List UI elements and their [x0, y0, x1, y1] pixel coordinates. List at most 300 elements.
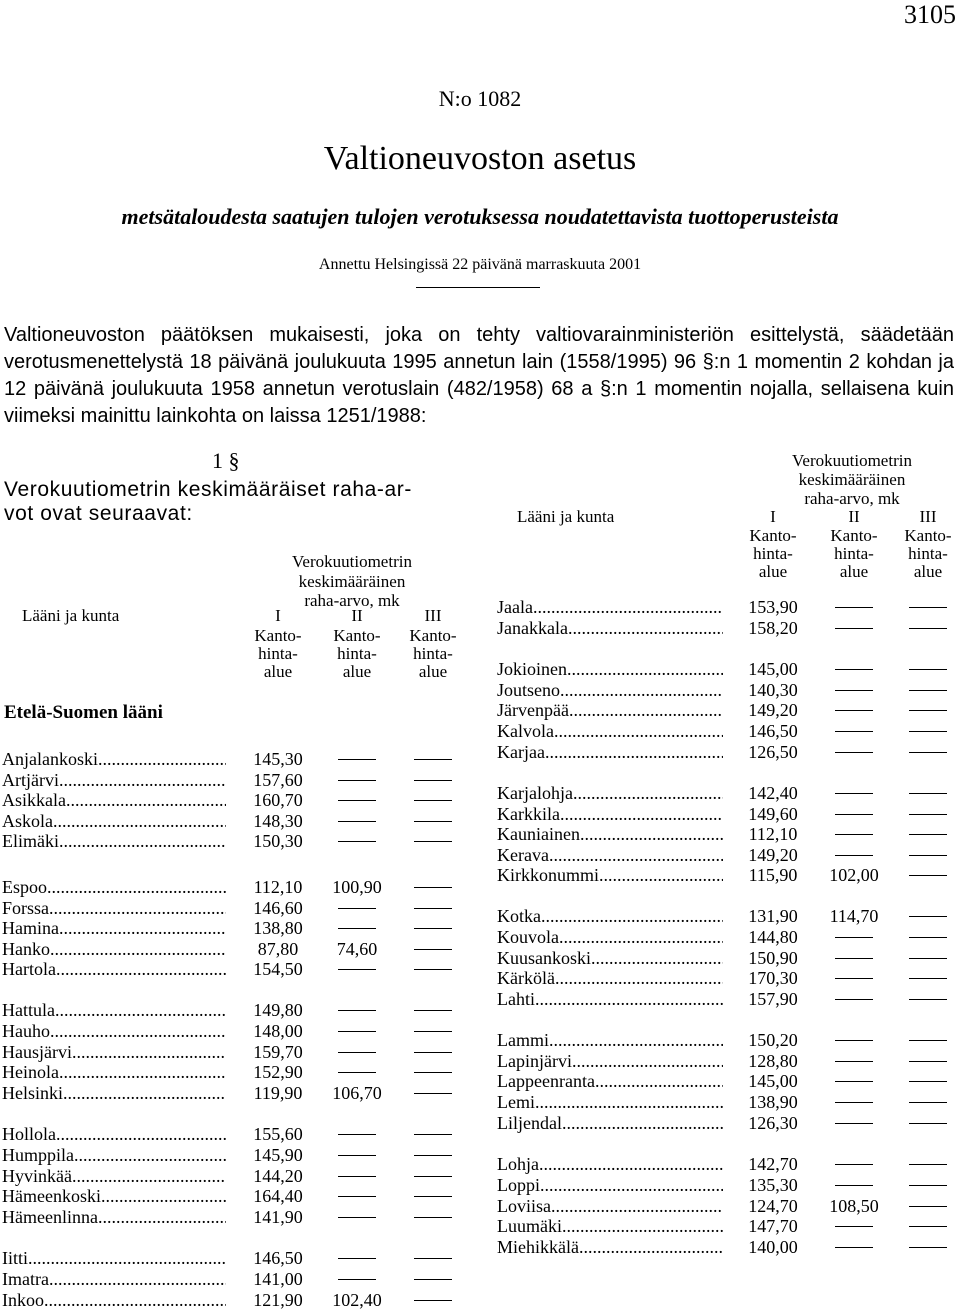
right-header-col-1-sub2: hinta- [753, 544, 793, 563]
empty-value-dash [888, 1175, 960, 1196]
value-area-1: 149,20 [748, 700, 798, 720]
dash-mark [835, 834, 873, 835]
empty-value-dash [814, 1030, 894, 1051]
empty-value-dash [814, 927, 894, 948]
empty-value-dash [888, 804, 960, 825]
municipality-name: Miehikkälä ..... [497, 1237, 723, 1258]
value-area-1: 158,20 [748, 618, 798, 638]
dash-mark [414, 759, 452, 760]
empty-value-dash [814, 1071, 894, 1092]
dash-mark [338, 1196, 376, 1197]
empty-value-dash [317, 1000, 397, 1021]
table-row [497, 1237, 960, 1258]
dash-mark [338, 1155, 376, 1156]
table-row [497, 1175, 960, 1196]
empty-value-dash [888, 659, 960, 680]
empty-value-dash [317, 918, 397, 939]
empty-value-dash [888, 968, 960, 989]
table-row [2, 831, 473, 852]
table-row [497, 1113, 960, 1134]
empty-value-dash [814, 1092, 894, 1113]
table-row [2, 1248, 473, 1269]
table-row [497, 906, 960, 927]
table-row [497, 1071, 960, 1092]
value-area-1: 153,90 [748, 597, 798, 617]
empty-value-dash [317, 1186, 397, 1207]
dash-mark [414, 1217, 452, 1218]
dash-mark [414, 1176, 452, 1177]
empty-value-dash [393, 1248, 473, 1269]
table-row [497, 1030, 960, 1051]
municipality-name: Inkoo ..... [2, 1290, 226, 1311]
empty-value-dash [814, 968, 894, 989]
municipality-name: Luumäki ..... [497, 1216, 723, 1237]
municipality-name: Hanko ..... [2, 939, 226, 960]
empty-value-dash [814, 700, 894, 721]
dash-mark [414, 1031, 452, 1032]
dash-mark [338, 1279, 376, 1280]
left-header-col-2-sub3: alue [342, 662, 372, 681]
region-heading: Etelä-Suomen lääni [4, 702, 163, 723]
value-area-1: 119,90 [253, 1083, 303, 1103]
dash-mark [909, 958, 947, 959]
municipality-name: Hauho ..... [2, 1021, 226, 1042]
municipality-name: Askola ..... [2, 811, 226, 832]
dash-mark [909, 1247, 947, 1248]
value-area-1: 148,00 [253, 1021, 303, 1041]
value-area-1: 149,80 [253, 1000, 303, 1020]
municipality-name: Forssa ..... [2, 898, 226, 919]
table-row [497, 1154, 960, 1175]
table-row [2, 1000, 473, 1021]
value-area-1: 131,90 [748, 906, 798, 926]
empty-value-dash [393, 1145, 473, 1166]
empty-value-dash [393, 1124, 473, 1145]
dash-mark [909, 1206, 947, 1207]
dash-mark [835, 1185, 873, 1186]
municipality-name: Lammi ..... [497, 1030, 723, 1051]
value-area-1: 138,90 [748, 1092, 798, 1112]
value-area-1: 145,00 [748, 1071, 798, 1091]
right-header-col-2-sub3: alue [839, 562, 869, 581]
dash-mark [835, 1123, 873, 1124]
empty-value-dash [814, 618, 894, 639]
dash-mark [909, 690, 947, 691]
right-header-col-2: II [848, 507, 860, 526]
dash-mark [835, 1247, 873, 1248]
value-area-2: 114,70 [829, 906, 879, 926]
dash-mark [909, 1040, 947, 1041]
dash-mark [909, 628, 947, 629]
empty-value-dash [317, 898, 397, 919]
dash-mark [338, 1134, 376, 1135]
empty-value-dash [888, 721, 960, 742]
municipality-name: Lahti ..... [497, 989, 723, 1010]
dash-mark [338, 1072, 376, 1073]
municipality-name: Kotka ..... [497, 906, 723, 927]
table-row [2, 811, 473, 832]
value-area-2: 102,00 [829, 865, 879, 885]
value-area-1: 112,10 [748, 824, 798, 844]
value-area-1: 149,60 [748, 804, 798, 824]
table-row [497, 721, 960, 742]
empty-value-dash [888, 865, 960, 886]
empty-value-dash [393, 1021, 473, 1042]
page-subtitle: metsätaloudesta saatujen tulojen verotuksessa noudatettavista tuottoperusteista [121, 204, 839, 229]
dash-mark [835, 978, 873, 979]
empty-value-dash [814, 1216, 894, 1237]
empty-value-dash [888, 989, 960, 1010]
dash-mark [909, 1164, 947, 1165]
empty-value-dash [317, 1145, 397, 1166]
municipality-name: Janakkala ..... [497, 618, 723, 639]
value-area-1: 150,90 [748, 948, 798, 968]
dash-mark [909, 937, 947, 938]
table-row [2, 770, 473, 791]
left-header-col-2-sub1: Kanto- [333, 626, 381, 645]
empty-value-dash [888, 948, 960, 969]
dash-mark [414, 1134, 452, 1135]
value-area-1: 150,30 [253, 831, 303, 851]
left-header-col-1-sub3: alue [263, 662, 293, 681]
empty-value-dash [317, 770, 397, 791]
empty-value-dash [317, 749, 397, 770]
dash-mark [338, 780, 376, 781]
dash-mark [909, 916, 947, 917]
page-number: 3105 [904, 0, 956, 29]
left-header-name-col: Lääni ja kunta [22, 606, 120, 625]
value-area-1: 170,30 [748, 968, 798, 988]
municipality-name: Karkkila ..... [497, 804, 723, 825]
empty-value-dash [888, 1113, 960, 1134]
municipality-name: Lemi ..... [497, 1092, 723, 1113]
value-area-1: 155,60 [253, 1124, 303, 1144]
empty-value-dash [393, 898, 473, 919]
empty-value-dash [814, 948, 894, 969]
right-header-col-2-sub1: Kanto- [830, 526, 878, 545]
empty-value-dash [393, 959, 473, 980]
dash-mark [338, 759, 376, 760]
empty-value-dash [888, 1092, 960, 1113]
dash-mark [414, 780, 452, 781]
dash-mark [909, 814, 947, 815]
empty-value-dash [317, 811, 397, 832]
municipality-name: Imatra ..... [2, 1269, 226, 1290]
table-row [2, 1021, 473, 1042]
empty-value-dash [814, 1175, 894, 1196]
empty-value-dash [393, 877, 473, 898]
municipality-name: Espoo ..... [2, 877, 226, 898]
table-row [497, 804, 960, 825]
value-area-1: 157,90 [748, 989, 798, 1009]
empty-value-dash [317, 1062, 397, 1083]
empty-value-dash [888, 783, 960, 804]
table-row [497, 1051, 960, 1072]
municipality-name: Karjalohja ..... [497, 783, 723, 804]
dash-mark [835, 793, 873, 794]
left-header-group-line-1: Verokuutiometrin [292, 552, 412, 571]
dash-mark [414, 908, 452, 909]
empty-value-dash [317, 1207, 397, 1228]
table-row [497, 865, 960, 886]
dash-mark [414, 1010, 452, 1011]
divider [416, 287, 540, 288]
dash-mark [414, 821, 452, 822]
dash-mark [414, 1196, 452, 1197]
municipality-name: Kirkkonummi ..... [497, 865, 723, 886]
left-header-group-line-3: raha-arvo, mk [304, 591, 400, 610]
table-row [2, 1124, 473, 1145]
table-row [497, 989, 960, 1010]
table-row [2, 1145, 473, 1166]
right-header-col-3-sub3: alue [913, 562, 943, 581]
dash-mark [414, 1052, 452, 1053]
table-row [497, 618, 960, 639]
empty-value-dash [393, 1186, 473, 1207]
dash-mark [835, 1061, 873, 1062]
dash-mark [414, 800, 452, 801]
value-area-1: 150,20 [748, 1030, 798, 1050]
value-area-1: 115,90 [748, 865, 798, 885]
empty-value-dash [317, 1042, 397, 1063]
empty-value-dash [814, 989, 894, 1010]
empty-value-dash [393, 1042, 473, 1063]
dash-mark [338, 928, 376, 929]
municipality-name: Hyvinkää ..... [2, 1166, 226, 1187]
dash-mark [835, 628, 873, 629]
right-header-col-1: I [770, 507, 776, 526]
dash-mark [835, 1226, 873, 1227]
left-header-col-2-sub2: hinta- [337, 644, 377, 663]
empty-value-dash [317, 790, 397, 811]
municipality-name: Kouvola ..... [497, 927, 723, 948]
dash-mark [835, 607, 873, 608]
empty-value-dash [393, 1207, 473, 1228]
value-area-1: 160,70 [253, 790, 303, 810]
dash-mark [835, 814, 873, 815]
dash-mark [909, 1061, 947, 1062]
dash-mark [909, 793, 947, 794]
table-row [497, 1196, 960, 1217]
left-header-col-3-sub3: alue [418, 662, 448, 681]
table-row [497, 968, 960, 989]
value-area-1: 112,10 [253, 877, 303, 897]
empty-value-dash [888, 1051, 960, 1072]
dash-mark [909, 1226, 947, 1227]
municipality-name: Anjalankoski ..... [2, 749, 226, 770]
dash-mark [909, 669, 947, 670]
right-header-group-line-3: raha-arvo, mk [804, 489, 900, 508]
table-row [497, 948, 960, 969]
empty-value-dash [888, 700, 960, 721]
value-area-2: 100,90 [332, 877, 382, 897]
table-row [2, 1269, 473, 1290]
dash-mark [909, 875, 947, 876]
municipality-name: Kalvola ..... [497, 721, 723, 742]
empty-value-dash [888, 1196, 960, 1217]
empty-value-dash [814, 742, 894, 763]
dash-mark [414, 928, 452, 929]
municipality-name: Hausjärvi ..... [2, 1042, 226, 1063]
left-header-group-line-2: keskimääräinen [298, 572, 406, 591]
section-heading: 1 § [212, 448, 240, 473]
table-row [497, 927, 960, 948]
dash-mark [835, 752, 873, 753]
empty-value-dash [393, 939, 473, 960]
municipality-name: Hamina ..... [2, 918, 226, 939]
table-row [497, 597, 960, 618]
table-row [497, 845, 960, 866]
dash-mark [835, 999, 873, 1000]
value-area-1: 140,30 [748, 680, 798, 700]
table-row [497, 742, 960, 763]
dash-mark [414, 969, 452, 970]
empty-value-dash [814, 680, 894, 701]
value-area-1: 149,20 [748, 845, 798, 865]
dash-mark [835, 710, 873, 711]
empty-value-dash [888, 824, 960, 845]
right-header-col-3-sub2: hinta- [908, 544, 948, 563]
value-area-1: 145,90 [253, 1145, 303, 1165]
value-area-1: 142,40 [748, 783, 798, 803]
table-row [2, 939, 473, 960]
dash-mark [414, 1258, 452, 1259]
empty-value-dash [814, 783, 894, 804]
value-area-1: 146,50 [748, 721, 798, 741]
value-area-1: 87,80 [257, 939, 299, 959]
table-row [497, 824, 960, 845]
municipality-name: Kuusankoski ..... [497, 948, 723, 969]
empty-value-dash [317, 1269, 397, 1290]
dash-mark [909, 1123, 947, 1124]
empty-value-dash [317, 1166, 397, 1187]
table-row [497, 1216, 960, 1237]
value-area-1: 126,50 [748, 742, 798, 762]
table-row [2, 1083, 473, 1104]
dash-mark [338, 1176, 376, 1177]
dash-mark [835, 731, 873, 732]
empty-value-dash [393, 831, 473, 852]
municipality-name: Heinola ..... [2, 1062, 226, 1083]
empty-value-dash [888, 1216, 960, 1237]
empty-value-dash [814, 845, 894, 866]
dash-mark [909, 710, 947, 711]
value-area-1: 164,40 [253, 1186, 303, 1206]
municipality-name: Humppila ..... [2, 1145, 226, 1166]
dash-mark [414, 1093, 452, 1094]
empty-value-dash [888, 597, 960, 618]
dash-mark [835, 690, 873, 691]
dash-mark [414, 1300, 452, 1301]
municipality-name: Loppi ..... [497, 1175, 723, 1196]
table-row [497, 1092, 960, 1113]
dash-mark [338, 821, 376, 822]
empty-value-dash [393, 1269, 473, 1290]
value-area-1: 152,90 [253, 1062, 303, 1082]
municipality-name: Lohja ..... [497, 1154, 723, 1175]
municipality-name: Hollola ..... [2, 1124, 226, 1145]
dash-mark [338, 969, 376, 970]
dash-mark [338, 1052, 376, 1053]
empty-value-dash [888, 1030, 960, 1051]
page-title: Valtioneuvoston asetus [323, 140, 637, 177]
dash-mark [835, 937, 873, 938]
dash-mark [338, 908, 376, 909]
empty-value-dash [888, 1237, 960, 1258]
table-row [2, 918, 473, 939]
dash-mark [835, 1164, 873, 1165]
municipality-name: Hämeenlinna ..... [2, 1207, 226, 1228]
table-row [2, 749, 473, 770]
empty-value-dash [888, 742, 960, 763]
dash-mark [909, 834, 947, 835]
intro-line-2: vot ovat seuraavat: [4, 502, 193, 525]
empty-value-dash [814, 1237, 894, 1258]
municipality-name: Lappeenranta ..... [497, 1071, 723, 1092]
value-area-1: 121,90 [253, 1290, 303, 1310]
issue-date-line: Annettu Helsingissä 22 päivänä marraskuuta 2001 [318, 256, 642, 273]
right-header-name-col: Lääni ja kunta [517, 507, 615, 526]
value-area-1: 148,30 [253, 811, 303, 831]
table-row [2, 898, 473, 919]
decree-number: N:o 1082 [438, 86, 522, 111]
municipality-name: Iitti ..... [2, 1248, 226, 1269]
municipality-name: Elimäki ..... [2, 831, 226, 852]
empty-value-dash [393, 770, 473, 791]
intro-line-1: Verokuutiometrin keskimääräiset raha-ar- [4, 478, 412, 501]
dash-mark [835, 1102, 873, 1103]
value-area-2: 108,50 [829, 1196, 879, 1216]
left-header-col-1-sub1: Kanto- [254, 626, 302, 645]
right-header-group-line-2: keskimääräinen [798, 470, 906, 489]
municipality-name: Kerava ..... [497, 845, 723, 866]
empty-value-dash [888, 1071, 960, 1092]
value-area-1: 145,00 [748, 659, 798, 679]
municipality-name: Artjärvi ..... [2, 770, 226, 791]
empty-value-dash [814, 597, 894, 618]
table-row [2, 1166, 473, 1187]
left-header-col-3-sub1: Kanto- [409, 626, 457, 645]
value-area-1: 144,20 [253, 1166, 303, 1186]
dash-mark [414, 841, 452, 842]
empty-value-dash [393, 1000, 473, 1021]
dash-mark [414, 1279, 452, 1280]
table-row [497, 680, 960, 701]
right-header-col-1-sub3: alue [758, 562, 788, 581]
dash-mark [338, 1258, 376, 1259]
dash-mark [909, 1185, 947, 1186]
value-area-1: 141,90 [253, 1207, 303, 1227]
municipality-name: Karjaa ..... [497, 742, 723, 763]
table-row [2, 1062, 473, 1083]
value-area-1: 146,60 [253, 898, 303, 918]
left-header-col-2: II [351, 606, 363, 625]
value-area-1: 138,80 [253, 918, 303, 938]
municipality-name: Jokioinen ..... [497, 659, 723, 680]
empty-value-dash [814, 1154, 894, 1175]
empty-value-dash [393, 790, 473, 811]
dash-mark [909, 752, 947, 753]
table-row [2, 1186, 473, 1207]
empty-value-dash [393, 1290, 473, 1311]
dash-mark [909, 978, 947, 979]
empty-value-dash [317, 831, 397, 852]
right-header-col-3-sub1: Kanto- [904, 526, 952, 545]
value-area-1: 126,30 [748, 1113, 798, 1133]
empty-value-dash [393, 1062, 473, 1083]
empty-value-dash [814, 804, 894, 825]
empty-value-dash [814, 721, 894, 742]
